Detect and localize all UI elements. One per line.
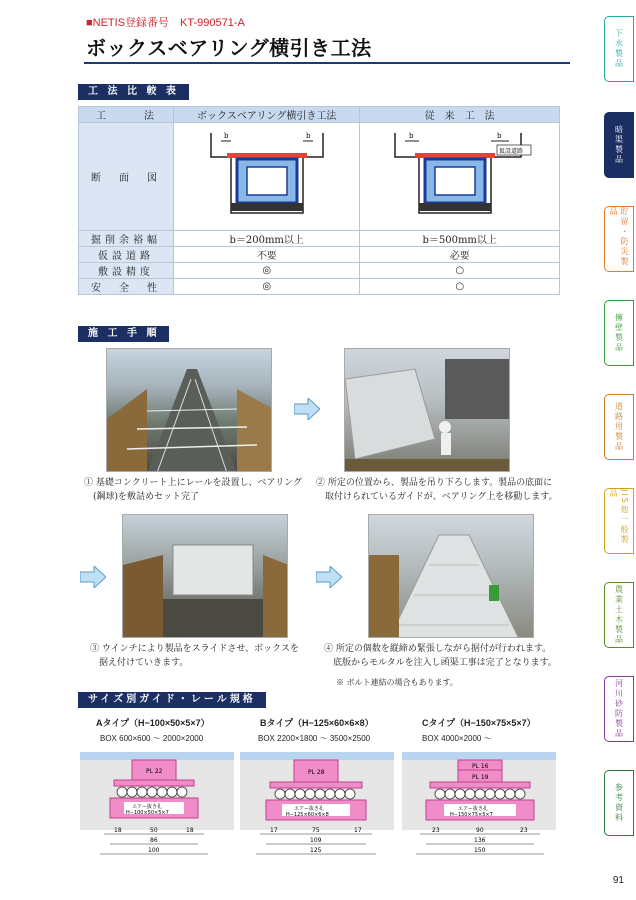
svg-text:18: 18	[114, 827, 122, 834]
side-tab-retaining[interactable]: 擁壁製品	[604, 300, 634, 366]
svg-text:50: 50	[150, 827, 158, 834]
accuracy-old: ○	[360, 263, 560, 279]
svg-text:b: b	[223, 132, 229, 140]
col-old-method: 従 来 工 法	[360, 107, 560, 123]
svg-text:b: b	[305, 132, 311, 140]
svg-text:PL 16: PL 16	[472, 763, 489, 770]
svg-text:H−100×50×5×7: H−100×50×5×7	[126, 810, 169, 816]
type-c-box: BOX 4000×2000 〜	[422, 734, 492, 743]
bolt-note: ※ ボルト連結の場合もあります。	[336, 678, 458, 687]
caption-step-3: ③ ウインチにより製品をスライドさせ、ボックスを 据え付けていきます。	[90, 644, 299, 668]
safety-old: ○	[360, 279, 560, 295]
svg-text:H−125×60×6×8: H−125×60×6×8	[286, 812, 329, 818]
svg-text:90: 90	[476, 827, 484, 834]
svg-text:23: 23	[432, 827, 440, 834]
svg-text:17: 17	[270, 827, 278, 834]
svg-text:17: 17	[354, 827, 362, 834]
photo-step-3	[122, 514, 288, 638]
temp-road-new: 不要	[174, 247, 360, 263]
svg-text:75: 75	[312, 827, 320, 834]
excavation-old: b＝500mm以上	[360, 231, 560, 247]
side-tab-sewer[interactable]: 下水製品	[604, 16, 634, 82]
svg-text:エアー抜き孔: エアー抜き孔	[132, 804, 162, 810]
row-label-safety: 安 全 性	[79, 279, 174, 295]
type-c-title: Cタイプ（H−150×75×5×7）	[422, 718, 536, 728]
svg-text:PL 22: PL 22	[146, 768, 163, 775]
svg-text:125: 125	[310, 847, 322, 854]
svg-text:H−150×75×5×7: H−150×75×5×7	[450, 812, 493, 818]
accuracy-new: ◎	[174, 263, 360, 279]
page-number: 91	[612, 875, 624, 886]
side-tab-agri[interactable]: 農業土木製品	[604, 582, 634, 648]
comparison-table	[78, 106, 560, 295]
svg-text:エアー抜き孔: エアー抜き孔	[294, 806, 324, 812]
svg-text:150: 150	[474, 847, 486, 854]
row-label-section: 断 面 図	[79, 123, 174, 231]
caption-step-2: ② 所定の位置から、製品を吊り下ろします。製品の底面に 取付けられているガイドが、ベアリング上を移動します。	[316, 478, 558, 502]
photo-step-1	[106, 348, 272, 472]
type-b-title: Bタイプ（H−125×60×6×8）	[260, 718, 374, 728]
procedure-heading: 施 工 手 順	[78, 326, 169, 342]
svg-text:23: 23	[520, 827, 528, 834]
svg-text:PL 19: PL 19	[472, 774, 489, 781]
step-arrow-1	[294, 398, 320, 420]
section-diagram-new	[174, 123, 360, 231]
type-a-box: BOX 600×600 〜 2000×2000	[100, 734, 204, 743]
svg-text:86: 86	[150, 837, 158, 844]
guide-rail-diagram-c	[402, 752, 556, 870]
title-underline	[84, 62, 570, 64]
excavation-new: b＝200mm以上	[174, 231, 360, 247]
side-tab-jis[interactable]: JIS他一般製品	[604, 488, 634, 554]
svg-text:仮設道路: 仮設道路	[498, 148, 523, 155]
caption-step-4: ④ 所定の個数を縦締め緊張しながら据付が行われます。 底版からモルタルを注入し函渠工事は完了となります。	[324, 644, 557, 668]
step-arrow-2	[80, 566, 106, 588]
side-tab-culvert[interactable]: 暗渠製品	[604, 112, 634, 178]
col-method: 工 法	[79, 107, 174, 123]
guide-rail-diagram-a	[80, 752, 234, 870]
netis-number: ■NETIS登録番号 KT-990571-A	[86, 17, 245, 29]
svg-text:b: b	[408, 132, 414, 140]
caption-step-1: ① 基礎コンクリート上にレールを設置し、ベアリング (鋼球)を敷詰めセット完了	[84, 478, 302, 502]
svg-text:b: b	[496, 132, 502, 140]
safety-new: ◎	[174, 279, 360, 295]
photo-step-2	[344, 348, 510, 472]
comparison-heading: 工 法 比 較 表	[78, 84, 189, 100]
svg-text:エアー抜き孔: エアー抜き孔	[458, 806, 488, 812]
section-diagram-old	[360, 123, 560, 231]
svg-text:100: 100	[148, 847, 160, 854]
photo-step-4	[368, 514, 534, 638]
step-arrow-3	[316, 566, 342, 588]
side-tab-river[interactable]: 河川砂防製品	[604, 676, 634, 742]
box-section-diagram-old	[385, 123, 535, 227]
temp-road-old: 必要	[360, 247, 560, 263]
type-a-title: Aタイプ（H−100×50×5×7）	[96, 718, 210, 728]
row-label-temp-road: 仮設道路	[79, 247, 174, 263]
type-b-box: BOX 2200×1800 〜 3500×2500	[258, 734, 371, 743]
svg-text:109: 109	[310, 837, 322, 844]
svg-text:136: 136	[474, 837, 486, 844]
col-new-method: ボックスベアリング横引き工法	[174, 107, 360, 123]
svg-text:18: 18	[186, 827, 194, 834]
page-title: ボックスベアリング横引き工法	[86, 36, 372, 60]
row-label-accuracy: 敷設精度	[79, 263, 174, 279]
guide-heading: サイズ別ガイド・レール規格	[78, 692, 266, 708]
side-tab-storage[interactable]: 貯留・防災製品	[604, 206, 634, 272]
side-tab-reference[interactable]: 参考資料	[604, 770, 634, 836]
guide-rail-diagram-b	[240, 752, 394, 870]
svg-text:PL 28: PL 28	[308, 769, 325, 776]
row-label-excavation: 掘削余裕幅	[79, 231, 174, 247]
box-section-diagram-new	[197, 123, 337, 227]
side-tab-road[interactable]: 道路用製品	[604, 394, 634, 460]
